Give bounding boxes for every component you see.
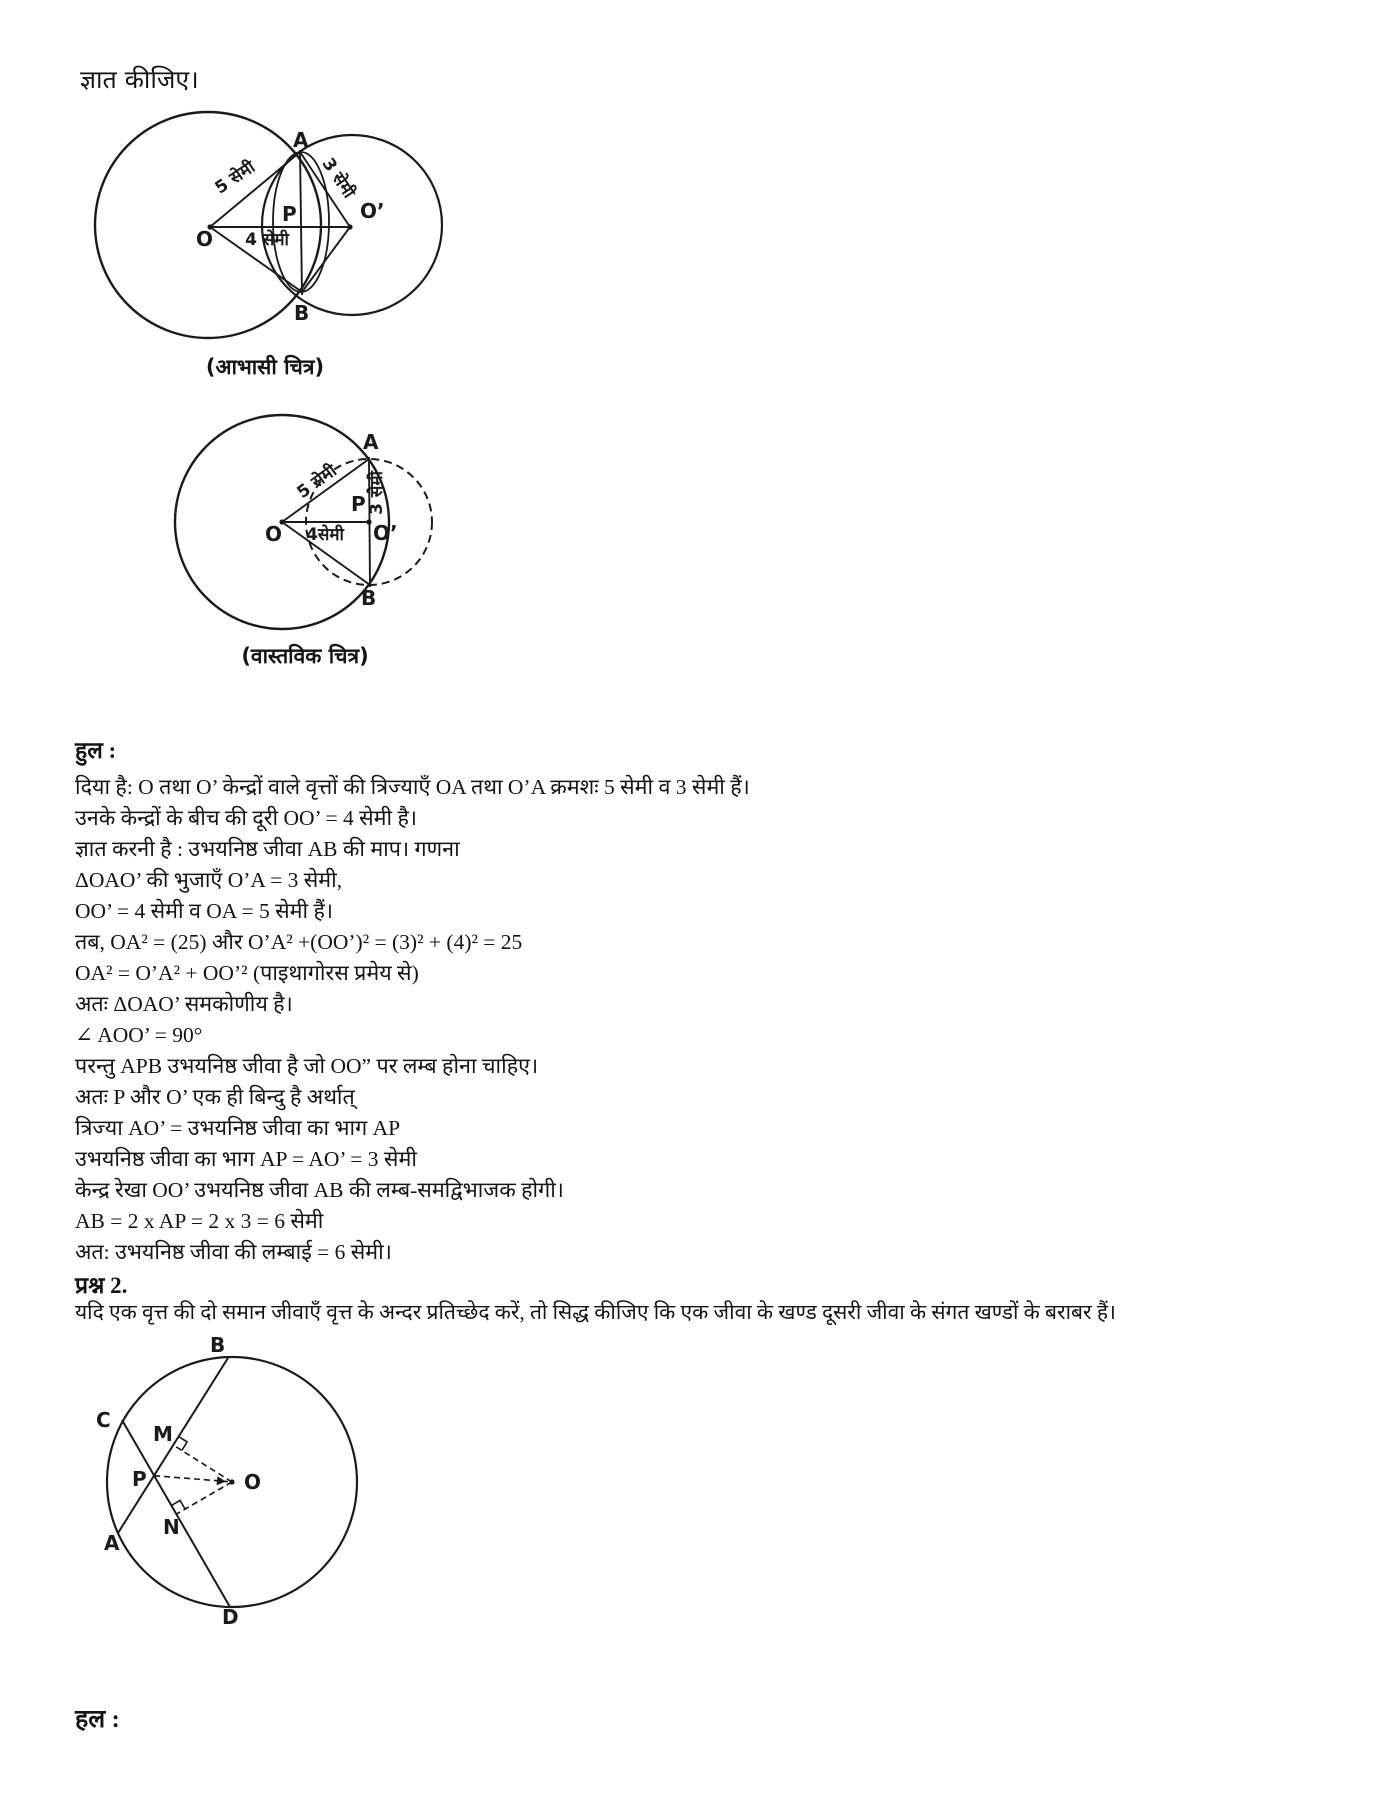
- fig2-label-p: P: [351, 492, 366, 516]
- solution-line: अतः ΔOAO’ समकोणीय है।: [75, 992, 293, 1016]
- fig2-label-a: A: [363, 430, 379, 454]
- fig3-label-n: N: [163, 1515, 180, 1539]
- fig2-dim-oa: 5 सेमी: [293, 460, 341, 503]
- solution1-block: [75, 733, 1325, 1268]
- solution1-heading: हुल :: [75, 738, 117, 763]
- solution-line: अतः P और O’ एक ही बिन्दु है अर्थात्: [75, 1085, 355, 1109]
- question2-heading: प्रश्न 2.: [75, 1273, 128, 1298]
- intro-text: ज्ञात कीजिए।: [80, 65, 199, 94]
- solution-line: OO’ = 4 सेमी व OA = 5 सेमी हैं।: [75, 899, 334, 923]
- solution-line: उभयनिष्ठ जीवा का भाग AP = AO’ = 3 सेमी: [75, 1147, 417, 1171]
- figure2-caption: (वास्तविक चित्र): [241, 644, 369, 668]
- fig1-dim-oa: 5 सेमी: [211, 157, 259, 199]
- fig2-dim-ap: 3 सेमी: [367, 471, 387, 515]
- fig1-label-o-prime: O’: [360, 199, 385, 223]
- solution-line: AB = 2 x AP = 2 x 3 = 6 सेमी: [75, 1209, 324, 1233]
- solution-line: उनके केन्द्रों के बीच की दूरी OO’ = 4 सेमी है।: [75, 806, 418, 830]
- fig3-label-m: M: [153, 1422, 173, 1446]
- fig1-label-o: O: [196, 227, 214, 251]
- solution-line: ज्ञात करनी है : उभयनिष्ठ जीवा AB की माप। गणना: [75, 837, 460, 861]
- question2-text: यदि एक वृत्त की दो समान जीवाएँ वृत्त के अन्दर प्रतिच्छेद करें, तो सिद्ध कीजिए कि एक जीवा के खण्ड दूसरी जीवा के संगत खण्डों के बराबर हैं।: [75, 1300, 1116, 1324]
- fig2-label-b: B: [361, 586, 377, 610]
- arrowhead-to-o: [217, 1476, 226, 1485]
- solution-line: OA² = O’A² + OO’² (पाइथागोरस प्रमेय से): [75, 961, 419, 985]
- fig2-label-o: O: [265, 522, 283, 546]
- figure1-caption: (आभासी चित्र): [205, 355, 325, 379]
- figure-chords-diagram: [60, 1335, 400, 1665]
- fig1-dim-o-prime-a: 3 सेमी: [317, 154, 359, 202]
- solution-line: तब, OA² = (25) और O’A² +(OO’)² = (3)² + (4)² = 25: [75, 930, 523, 954]
- point-p-dot: [366, 519, 371, 524]
- point-o-dot: [229, 1479, 234, 1484]
- solution-line: केन्द्र रेखा OO’ उभयनिष्ठ जीवा AB की लम्ब-समद्विभाजक होगी।: [75, 1178, 564, 1202]
- fig3-label-d: D: [222, 1605, 239, 1629]
- fig3-label-c: C: [96, 1408, 111, 1432]
- fig2-label-o-prime: O’: [373, 521, 398, 545]
- solution-line: अत: उभयनिष्ठ जीवा की लम्बाई = 6 सेमी।: [75, 1240, 392, 1264]
- solution-line: परन्तु APB उभयनिष्ठ जीवा है जो OO” पर लम्ब होना चाहिए।: [75, 1054, 539, 1078]
- solution-line: ΔOAO’ की भुजाएँ O’A = 3 सेमी,: [75, 868, 343, 892]
- fig3-label-p: P: [132, 1467, 147, 1491]
- fig3-label-b: B: [210, 1333, 226, 1357]
- fig3-label-a: A: [104, 1531, 120, 1555]
- fig3-label-o: O: [244, 1470, 262, 1494]
- fig1-label-b: B: [294, 301, 310, 325]
- fig1-label-p: P: [282, 202, 297, 226]
- fig2-dim-op: 4सेमी: [306, 525, 344, 545]
- solution-line: ∠ AOO’ = 90°: [75, 1023, 203, 1047]
- solution-line: दिया है: O तथा O’ केन्द्रों वाले वृत्तों की त्रिज्याएँ OA तथा O’A क्रमशः 5 सेमी व 3 सेमी हैं।: [75, 775, 750, 799]
- fig1-label-a: A: [293, 128, 309, 152]
- point-o-prime-dot: [347, 224, 352, 229]
- solution2-heading: हल :: [75, 1706, 120, 1733]
- fig1-dim-oo-prime: 4 सेमी: [245, 230, 289, 250]
- figure-apparent-diagram: [75, 85, 465, 343]
- figure-actual-diagram: [130, 383, 470, 641]
- solution-line: त्रिज्या AO’ = उभयनिष्ठ जीवा का भाग AP: [75, 1116, 401, 1140]
